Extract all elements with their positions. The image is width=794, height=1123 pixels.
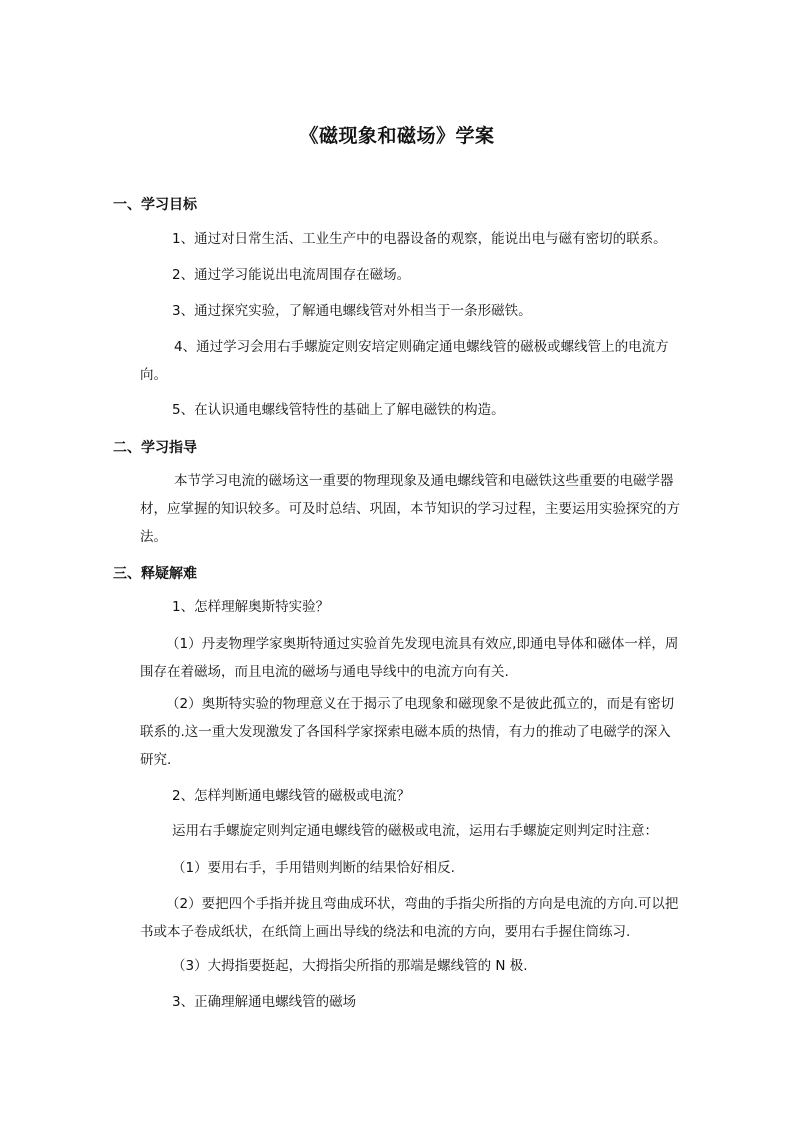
guidance-paragraph: 本节学习电流的磁场这一重要的物理现象及通电螺线管和电磁铁这些重要的电磁学器材，应掌握的知识较多。可及时总结、巩固，本节知识的学习过程，主要运用实验探究的方法。 [140,473,680,545]
section-heading-faq: 三、释疑解难 [113,566,197,582]
faq-answer-2-2: （2）要把四个手指并拢且弯曲成环状，弯曲的手指尖所指的方向是电流的方向.可以把书或本子卷成纸状，在纸筒上画出导线的绕法和电流的方向，要用右手握住筒练习. [140,896,679,940]
section-heading-goals: 一、学习目标 [113,197,197,213]
faq-answer-2-3: （3）大拇指要挺起，大拇指尖所指的那端是螺线管的 N 极. [172,958,528,974]
goal-item-5: 5、在认识通电螺线管特性的基础上了解电磁铁的构造。 [172,402,505,418]
faq-answer-1-1: （1）丹麦物理学家奥斯特通过实验首先发现电流具有效应,即通电导体和磁体一样，周围存在着磁场，而且电流的磁场与通电导线中的电流方向有关. [140,636,679,680]
goal-item-3: 3、通过探究实验，了解通电螺线管对外相当于一条形磁铁。 [172,303,532,319]
goal-item-1: 1、通过对日常生活、工业生产中的电器设备的观察，能说出电与磁有密切的联系。 [172,231,667,247]
faq-answer-2-1: （1）要用右手，手用错则判断的结果恰好相反. [172,860,455,876]
page-title: 《磁现象和磁场》学案 [299,125,495,147]
goal-item-4: 4、通过学习会用右手螺旋定则安培定则确定通电螺线管的磁极或螺线管上的电流方向。 [140,339,669,383]
faq-question-2: 2、怎样判断通电螺线管的磁极或电流？ [172,788,411,804]
faq-answer-2-intro: 运用右手螺旋定则判定通电螺线管的磁极或电流，运用右手螺旋定则判定时注意： [172,823,658,839]
faq-question-1: 1、怎样理解奥斯特实验？ [172,599,330,615]
faq-answer-1-2: （2）奥斯特实验的物理意义在于揭示了电现象和磁现象不是彼此孤立的，而是有密切联系的.这一重大发现激发了各国科学家探索电磁本质的热情，有力的推动了电磁学的深入研究. [140,696,675,768]
section-heading-guidance: 二、学习指导 [113,440,197,456]
goal-item-2: 2、通过学习能说出电流周围存在磁场。 [172,267,411,283]
faq-question-3: 3、正确理解通电螺线管的磁场 [172,994,357,1010]
